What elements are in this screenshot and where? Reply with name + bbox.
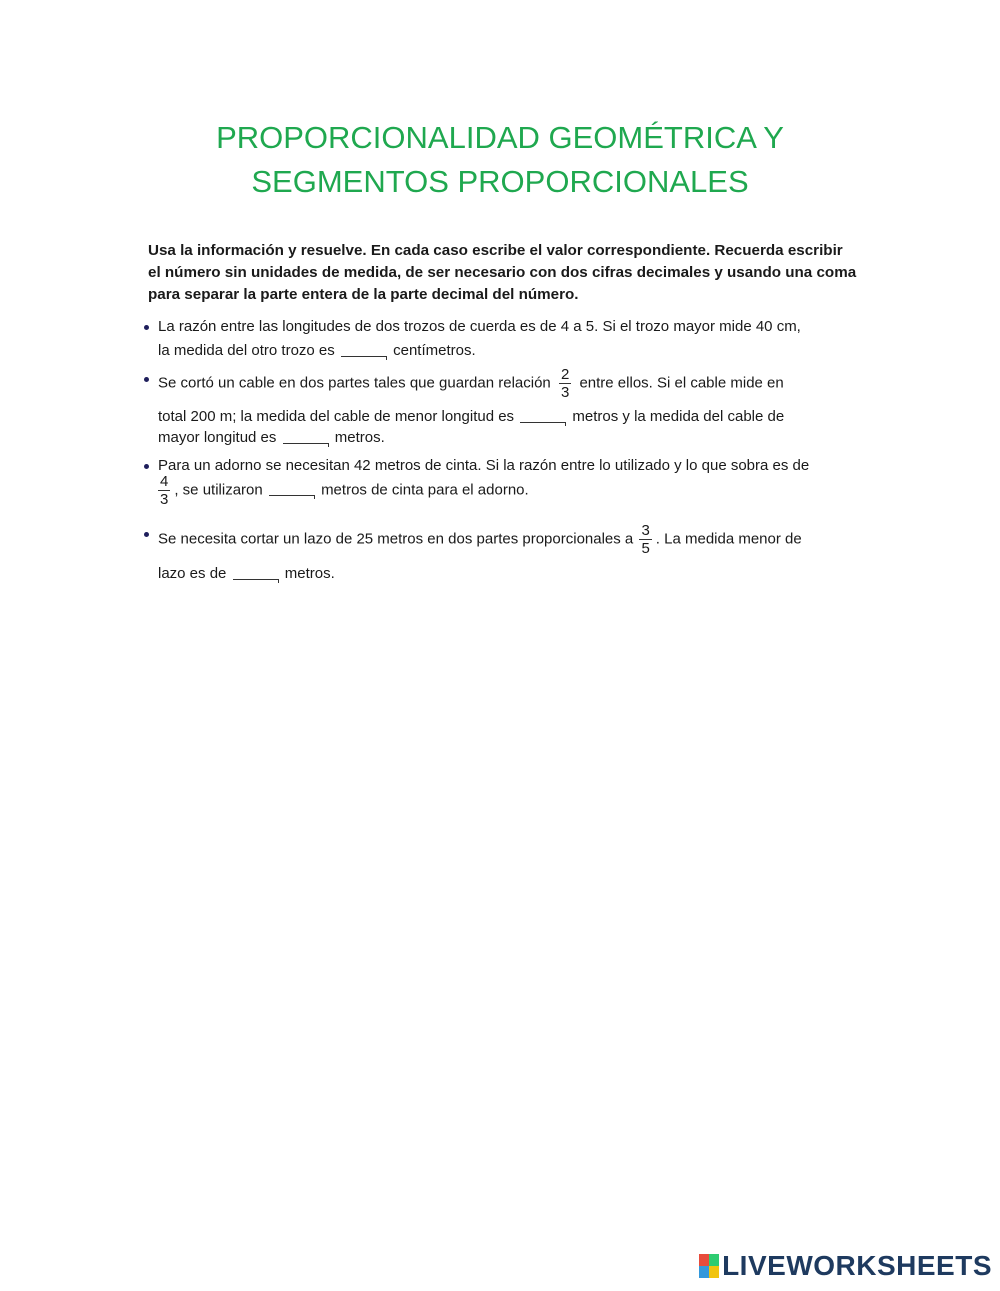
title-line-2: SEGMENTOS PROPORCIONALES	[251, 164, 749, 199]
liveworksheets-logo	[699, 1251, 992, 1281]
logo-badge-icon	[699, 1254, 719, 1278]
answer-blank-1[interactable]	[341, 341, 387, 357]
problem-2-line-1: Se cortó un cable en dos partes tales que guardan relación $\frac{2}{3}$ entre ellos. Si el cable mide en	[158, 366, 784, 401]
problem-4-line-2: lazo es de metros.	[158, 565, 335, 582]
problem-2-line-3: mayor longitud es metros.	[158, 429, 385, 446]
bullet	[144, 532, 149, 537]
answer-blank-5[interactable]	[233, 564, 279, 580]
problem-1-line-2: la medida del otro trozo es centímetros.	[158, 342, 476, 359]
bullet	[144, 325, 149, 330]
fraction-4-3: $\frac{4}{3}$	[160, 473, 169, 508]
instructions	[148, 240, 857, 306]
instructions-line-3: para separar la parte entera de la parte decimal del número.	[148, 286, 579, 303]
problem-3-line-2: $\frac{4}{3}$ , se utilizaron metros de cinta para el adorno.	[160, 473, 529, 508]
answer-blank-2[interactable]	[520, 407, 566, 423]
fraction-3-5: $\frac{3}{5}$	[641, 522, 650, 557]
page-title	[0, 116, 1000, 204]
problem-4-line-1: Se necesita cortar un lazo de 25 metros en dos partes proporcionales a $\frac{3}{5}$ . La medida menor de	[158, 522, 802, 557]
bullet	[144, 377, 149, 382]
problem-1-line-1: La razón entre las longitudes de dos trozos de cuerda es de 4 a 5. Si el trozo mayor mide 40 cm,	[158, 318, 801, 335]
answer-blank-3[interactable]	[283, 428, 329, 444]
bullet	[144, 464, 149, 469]
instructions-line-1: Usa la información y resuelve. En cada caso escribe el valor correspondiente. Recuerda escribir	[148, 242, 843, 259]
logo-text: LIVEWORKSHEETS	[722, 1250, 992, 1281]
problem-3-line-1: Para un adorno se necesitan 42 metros de cinta. Si la razón entre lo utilizado y lo que sobra es de	[158, 457, 810, 474]
problem-2-line-2: total 200 m; la medida del cable de menor longitud es metros y la medida del cable de	[158, 408, 785, 425]
answer-blank-4[interactable]	[269, 480, 315, 496]
title-line-1: PROPORCIONALIDAD GEOMÉTRICA Y	[216, 120, 784, 155]
fraction-2-3: $\frac{2}{3}$	[560, 366, 570, 401]
instructions-line-2: el número sin unidades de medida, de ser necesario con dos cifras decimales y usando una coma	[148, 264, 857, 281]
